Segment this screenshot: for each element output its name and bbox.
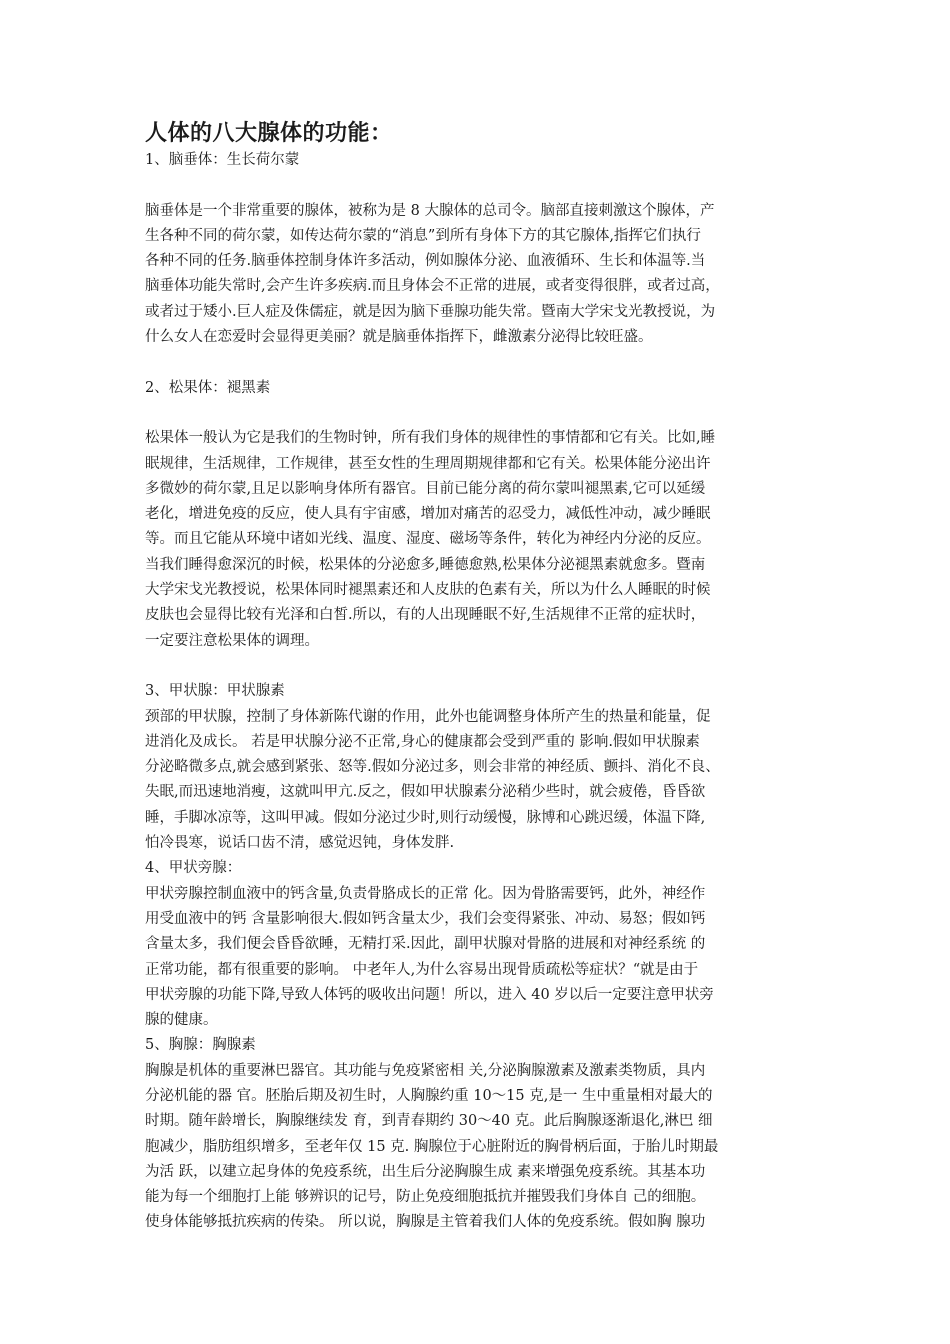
paragraph-line: 皮肤也会显得比较有光泽和白皙.所以，有的人出现睡眠不好,生活规律不正常的症状时， <box>145 607 706 624</box>
paragraph-line: 使身体能够抵抗疾病的传染。 所以说，胸腺是主管着我们人体的免疫系统。假如胸 腺功 <box>145 1214 706 1231</box>
paragraph-line: 腺的健康。 <box>145 1012 218 1029</box>
blank-line <box>145 350 815 375</box>
paragraph-line: 能为每一个细胞打上能 够辨识的记号，防止免疫细胞抵抗并摧毁我们身体自 己的细胞。 <box>145 1189 706 1206</box>
paragraph-line: 正常功能，都有很重要的影响。 中老年人,为什么容易出现骨质疏松等症状？“就是由于 <box>145 961 699 978</box>
blank-line <box>145 654 815 679</box>
section-4 <box>145 856 815 1033</box>
paragraph-line: 甲状旁腺的功能下降,导致人体钙的吸收出问题！所以，进入 40 岁以后一定要注意甲状旁 <box>145 986 714 1003</box>
blank-line <box>145 173 815 198</box>
document-body <box>145 148 815 1236</box>
paragraph-line: 为活 跃，以建立起身体的免疫系统，出生后分泌胸腺生成 素来增强免疫系统。其基本功 <box>145 1163 706 1180</box>
paragraph-line: 时期。随年龄增长，胸腺继续发 育，到青春期约 30～40 克。此后胸腺逐渐退化,淋巴 细 <box>145 1113 713 1130</box>
section-heading: 5、胸腺：胸腺素 <box>145 1037 256 1054</box>
section-2 <box>145 376 815 680</box>
section-1 <box>145 148 815 376</box>
section-heading: 2、松果体：褪黑素 <box>145 379 271 396</box>
paragraph-line: 进消化及成长。 若是甲状腺分泌不正常,身心的健康都会受到严重的 影响.假如甲状腺素 <box>145 733 700 750</box>
paragraph-line: 用受血液中的钙 含量影响很大.假如钙含量太少，我们会变得紧张、冲动、易怒；假如钙 <box>145 910 706 927</box>
document-page <box>145 118 815 1236</box>
document-title: 人体的八大腺体的功能： <box>145 120 393 146</box>
paragraph-line: 胞减少，脂肪组织增多，至老年仅 15 克. 胸腺位于心脏附近的胸骨柄后面，于胎儿时期最 <box>145 1138 719 1155</box>
paragraph-line: 脑垂体功能失常时,会产生许多疾病.而且身体会不正常的进展，或者变得很胖，或者过高， <box>145 278 720 295</box>
paragraph-line: 多微妙的荷尔蒙,且足以影响身体所有器官。目前已能分离的荷尔蒙叫褪黑素,它可以延缓 <box>145 480 706 497</box>
paragraph-line: 老化，增进免疫的反应，使人具有宇宙感，增加对痛苦的忍受力，减低性冲动，减少睡眠 <box>145 506 711 523</box>
paragraph-line: 甲状旁腺控制血液中的钙含量,负责骨胳成长的正常 化。因为骨胳需要钙，此外，神经作 <box>145 885 706 902</box>
paragraph-line: 当我们睡得愈深沉的时候，松果体的分泌愈多,睡德愈熟,松果体分泌褪黑素就愈多。暨南 <box>145 556 706 573</box>
paragraph-line: 胸腺是机体的重要淋巴器官。其功能与免疫紧密相 关,分泌胸腺激素及激素类物质，具内 <box>145 1062 706 1079</box>
paragraph-line: 分泌机能的器 官。胚胎后期及初生时，人胸腺约重 10～15 克,是一 生中重量相对最大的 <box>145 1087 713 1104</box>
section-heading: 3、甲状腺：甲状腺素 <box>145 683 285 700</box>
paragraph-line: 睡，手脚冰凉等，这叫甲减。假如分泌过少时,则行动缓慢，脉博和心跳迟缓，体温下降, <box>145 809 706 826</box>
paragraph-line: 或者过于矮小.巨人症及侏儒症，就是因为脑下垂腺功能失常。暨南大学宋戈光教授说，为 <box>145 303 716 320</box>
paragraph-line: 等。而且它能从环境中诸如光线、温度、湿度、磁场等条件，转化为神经内分泌的反应。 <box>145 531 711 548</box>
paragraph-line: 什么女人在恋爱时会显得更美丽？就是脑垂体指挥下，雌激素分泌得比较旺盛。 <box>145 329 653 346</box>
section-heading: 4、甲状旁腺： <box>145 860 242 877</box>
paragraph-line: 怕冷畏寒，说话口齿不清，感觉迟钝，身体发胖. <box>145 835 455 852</box>
paragraph-line: 脑垂体是一个非常重要的腺体，被称为是 8 大腺体的总司令。脑部直接刺激这个腺体，产 <box>145 202 715 219</box>
paragraph-line: 眠规律，生活规律，工作规律，甚至女性的生理周期规律都和它有关。松果体能分泌出许 <box>145 455 711 472</box>
paragraph-line: 一定要注意松果体的调理。 <box>145 632 319 649</box>
paragraph-line: 分泌略微多点,就会感到紧张、怒等.假如分泌过多，则会非常的神经质、颤抖、消化不良、 <box>145 759 720 776</box>
paragraph-line: 大学宋戈光教授说，松果体同时褪黑素还和人皮肤的色素有关，所以为什么人睡眠的时候 <box>145 582 711 599</box>
paragraph-line: 含量太多，我们便会昏昏欲睡，无精打采.因此，副甲状腺对骨胳的进展和对神经系统 的 <box>145 936 706 953</box>
section-3 <box>145 679 815 856</box>
paragraph-line: 各种不同的任务.脑垂体控制身体许多活动，例如腺体分泌、血液循环、生长和体温等.当 <box>145 253 706 270</box>
paragraph-line: 生各种不同的荷尔蒙，如传达荷尔蒙的“消息”到所有身体下方的其它腺体,指挥它们执行 <box>145 227 701 244</box>
section-heading: 1、脑垂体：生长荷尔蒙 <box>145 152 300 168</box>
section-5 <box>145 1033 815 1235</box>
paragraph-line: 颈部的甲状腺，控制了身体新陈代谢的作用，此外也能调整身体所产生的热量和能量，促 <box>145 708 711 725</box>
paragraph-line: 松果体一般认为它是我们的生物时钟，所有我们身体的规律性的事情都和它有关。比如,睡 <box>145 430 716 447</box>
paragraph-line: 失眠,而迅速地消瘦，这就叫甲亢.反之，假如甲状腺素分泌稍少些时，就会疲倦，昏昏欲 <box>145 784 706 801</box>
blank-line <box>145 401 815 426</box>
